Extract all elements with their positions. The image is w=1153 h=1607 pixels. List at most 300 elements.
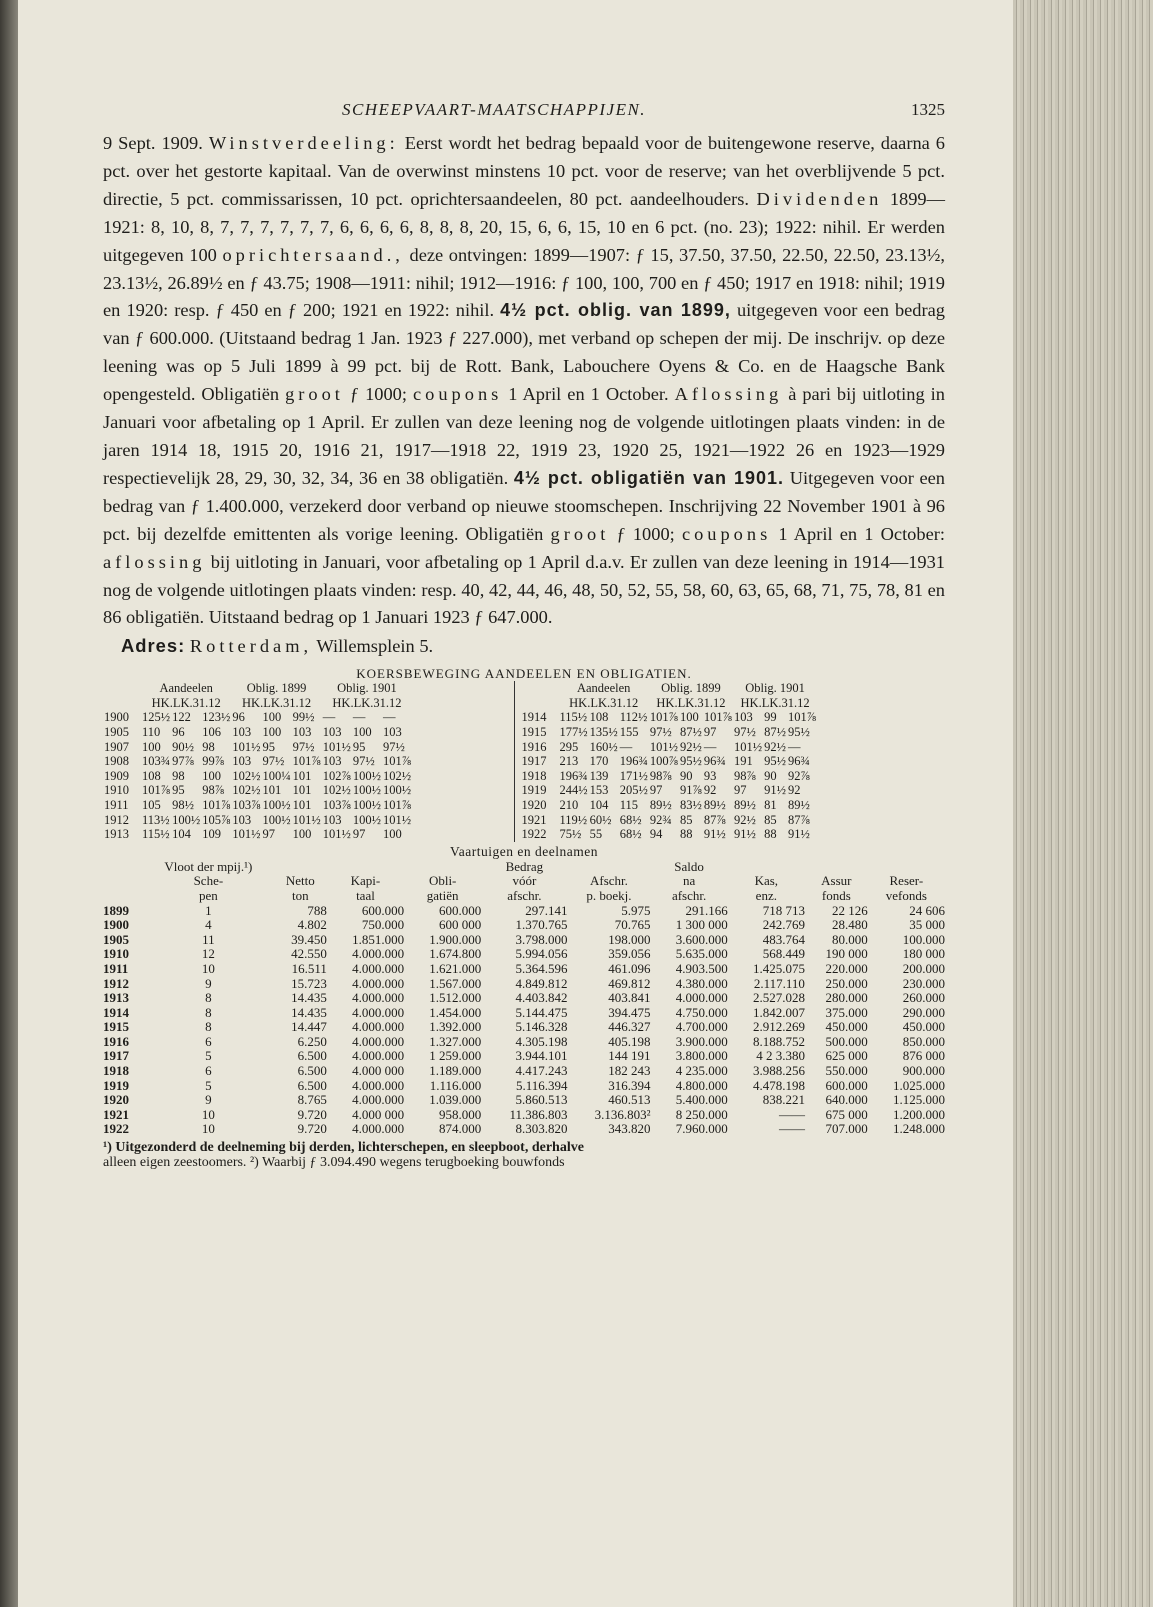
price-cell: 93 (703, 768, 717, 783)
running-title: SCHEEPVAART-MAATSCHAPPIJEN. (341, 100, 647, 119)
price-cell: 98½ (172, 797, 194, 812)
label-coupons-1901: coupons (681, 523, 772, 544)
price-cell: 108 (142, 768, 161, 783)
fleet-row (103, 1035, 945, 1050)
fleet-cell: 3.600.000 (675, 931, 728, 947)
fleet-cell: 1 259.000 (429, 1048, 482, 1064)
fleet-cell: 8.303.820 (515, 1121, 568, 1137)
fleet-cell: 14.435 (291, 1004, 327, 1020)
year-cell: 1910 (104, 783, 129, 798)
fleet-cell: 2.912.269 (752, 1019, 805, 1035)
subhead-hk-lk: HK.LK.31.12 (332, 695, 402, 710)
year-header (103, 860, 143, 875)
fleet-cell: 640.000 (825, 1092, 868, 1108)
price-cell: 135½ (589, 725, 618, 739)
price-cell: 101½ (292, 812, 321, 827)
price-cell: 90 (680, 768, 693, 783)
year-cell: 1900 (103, 917, 129, 933)
year-cell: 1915 (521, 725, 547, 739)
fleet-cell: 35 000 (909, 917, 945, 933)
fleet-row (103, 904, 945, 919)
fleet-cell: 4.403.842 (515, 990, 568, 1006)
price-table-left (103, 681, 515, 842)
group-oblig-1899: Oblig. 1899 (246, 681, 307, 696)
fleet-cell: 4.000.000 (352, 1048, 405, 1064)
year-cell: 1907 (104, 739, 129, 754)
fleet-cell: 42.550 (291, 946, 327, 962)
running-header (103, 100, 945, 126)
price-cell: 102⅞ (322, 768, 351, 783)
group-oblig-1901: Oblig. 1901 (337, 681, 397, 696)
fleet-cell: 4.849.812 (515, 975, 568, 991)
fleet-cell: 200.000 (902, 960, 945, 976)
price-cell: 97 (352, 827, 366, 842)
fleet-cell: 375.000 (825, 1004, 868, 1020)
fleet-cell: 460.513 (608, 1092, 651, 1108)
price-cell: 210 (559, 797, 579, 812)
fleet-cell: 4 (205, 917, 212, 933)
fleet-cell: 1.125.000 (893, 1092, 945, 1108)
price-cell: 101½ (232, 827, 261, 842)
price-cell: 108 (589, 710, 609, 725)
column-header (567, 860, 650, 875)
fleet-cell: 600.000 (439, 902, 482, 918)
price-cell: 103 (322, 754, 342, 769)
fleet-cell: 5.400.000 (675, 1092, 728, 1108)
fleet-cell: 4.305.198 (515, 1033, 568, 1049)
column-header: Bedrag (505, 858, 544, 874)
fleet-cell: 600.000 (825, 1077, 868, 1093)
price-row (521, 740, 818, 755)
column-header: Reser- (889, 873, 924, 889)
price-cell: 99 (764, 710, 777, 725)
price-cell: 101½ (322, 739, 351, 754)
price-cell: 119½ (559, 812, 588, 827)
price-cell: 68½ (619, 812, 642, 827)
fleet-cell: 316.394 (608, 1077, 651, 1093)
year-cell: 1917 (521, 754, 547, 769)
price-cell: 101⅞ (703, 710, 733, 725)
year-cell: 1911 (104, 797, 129, 812)
fleet-cell: 874.000 (439, 1121, 482, 1137)
price-cell: 103 (322, 725, 342, 739)
fleet-cell: 3.136.803² (594, 1106, 651, 1122)
price-cell: 98⅞ (649, 768, 672, 783)
fleet-cell: 1 300 000 (675, 917, 728, 933)
bond-1899-text: uitgegeven voor een bedrag van ƒ 600.000. (Uitstaand bedrag 1 Jan. 1923 ƒ 227.000), met verband op schepen der mij. De inschrijv. op deze leening was op 5 Juli 1899 à 99 pct. bij de Rott. Bank, Labouchere Oyens & Co. en de Haagsche Bank opengesteld. Obligatiën (103, 300, 945, 405)
price-cell: 213 (559, 754, 579, 769)
price-cell: 103 (232, 812, 252, 827)
fleet-cell: 9.720 (297, 1106, 327, 1122)
fleet-cell: 9.720 (297, 1121, 327, 1137)
fleet-cell: 718 713 (762, 902, 805, 918)
price-cell: 68½ (619, 827, 642, 842)
price-cell: 97⅞ (172, 754, 194, 769)
fleet-cell: 280.000 (825, 990, 868, 1006)
price-cell: 103¾ (142, 754, 171, 769)
price-cell: 103⅞ (322, 797, 351, 812)
column-header: vóór (512, 873, 537, 889)
column-header: na (682, 873, 696, 889)
group-oblig-1899: Oblig. 1899 (661, 681, 721, 696)
price-row (103, 725, 412, 740)
fleet-header-row (103, 860, 945, 875)
price-cell: 113½ (142, 812, 170, 827)
fleet-cell: 4.800.000 (675, 1077, 728, 1093)
year-cell: 1905 (104, 725, 129, 739)
price-cell: 100½ (352, 797, 381, 812)
price-cell: 105 (142, 797, 161, 812)
price-row (521, 754, 818, 769)
subhead-hk-lk: HK.LK.31.12 (656, 695, 726, 710)
price-cell: 102½ (232, 783, 261, 798)
price-cell: 90½ (172, 739, 194, 754)
fleet-cell: 290.000 (902, 1004, 945, 1020)
subhead-hk-lk: HK.LK.31.12 (242, 695, 312, 710)
fleet-cell: 405.198 (608, 1033, 651, 1049)
fleet-cell: 3.988.256 (752, 1063, 805, 1079)
fleet-row (103, 1108, 945, 1123)
price-cell: 115½ (559, 710, 588, 725)
price-cell: 91½ (734, 827, 756, 842)
price-cell: 96 (172, 725, 185, 739)
price-cell: 99⅞ (202, 754, 225, 769)
price-cell: 101⅞ (202, 797, 231, 812)
price-cell: 101⅞ (383, 797, 412, 812)
fleet-cell: 550.000 (825, 1063, 868, 1079)
fleet-cell: 469.812 (608, 975, 651, 991)
fleet-cell: 1.392.000 (429, 1019, 482, 1035)
price-cell: 90 (764, 768, 777, 783)
fleet-cell: 6.500 (297, 1077, 327, 1093)
fleet-row (103, 1093, 945, 1108)
price-cell: 81 (764, 797, 777, 812)
price-cell: 97 (649, 783, 663, 798)
fleet-cell: 8 250.000 (675, 1106, 728, 1122)
price-cell: 100½ (172, 812, 201, 827)
address-city: Rotterdam, (189, 636, 313, 657)
subhead-hk-lk: HK.LK.31.12 (151, 695, 221, 710)
year-cell: 1922 (103, 1121, 129, 1137)
price-cell: 101½ (649, 739, 679, 754)
year-cell: 1911 (103, 960, 129, 976)
fleet-cell: 5.975 (621, 902, 651, 918)
fleet-cell: 242.769 (762, 917, 805, 933)
price-cell: 100 (383, 827, 402, 842)
price-cell: 101 (292, 768, 312, 783)
fleet-cell: 600.000 (361, 902, 405, 918)
section-label-oprichtersaand: oprichtersaand., (222, 244, 404, 265)
year-cell: 1909 (104, 768, 129, 783)
price-cell: 97½ (352, 754, 375, 769)
fleet-cell: 5.144.475 (515, 1004, 568, 1020)
price-cell: 96¾ (703, 754, 726, 769)
price-cell: 60½ (589, 812, 612, 827)
statute-date: 9 Sept. 1909. (103, 133, 203, 153)
column-header (274, 860, 327, 875)
price-cell: 109 (202, 827, 221, 842)
price-cell: 101⅞ (649, 710, 679, 725)
fleet-cell: 1.900.000 (429, 931, 482, 947)
fleet-cell: 4.802 (297, 917, 327, 933)
fleet-cell: 3.800.000 (675, 1048, 728, 1064)
price-cell: 102½ (383, 768, 412, 783)
price-cell: — (703, 739, 717, 754)
fleet-cell: 180 000 (902, 946, 945, 962)
price-cell: 91½ (703, 827, 726, 842)
fleet-row (103, 962, 945, 977)
price-cell: 97 (703, 725, 717, 739)
price-row (103, 783, 412, 798)
year-cell: 1920 (521, 797, 547, 812)
address-street: Willemsplein 5. (316, 636, 434, 657)
column-header: p. boekj. (586, 887, 632, 903)
fleet-row (103, 977, 945, 992)
fleet-cell: 4.000.000 (352, 1019, 405, 1035)
page-stack-edge (1013, 0, 1153, 1607)
address-label: Adres: (121, 635, 186, 657)
price-cell: 295 (559, 739, 579, 754)
price-cell: 87⅞ (788, 812, 810, 827)
fleet-cell: 10 (201, 1106, 215, 1122)
fleet-cell: 1.327.000 (429, 1033, 482, 1049)
price-cell: 91½ (764, 783, 787, 798)
fleet-cell: 403.841 (608, 990, 651, 1006)
year-cell: 1915 (103, 1019, 129, 1035)
price-cell: 83½ (680, 797, 702, 812)
group-oblig-1901: Oblig. 1901 (745, 681, 805, 696)
price-cell: 139 (589, 768, 609, 783)
fleet-cell: 483.764 (762, 931, 805, 947)
year-cell: 1900 (104, 710, 129, 725)
column-header: ton (291, 887, 309, 903)
year-cell: 1913 (104, 827, 129, 842)
fleet-cell: 5.994.056 (515, 946, 568, 962)
fleet-cell: 4.000.000 (352, 990, 405, 1006)
fleet-cell: 230.000 (902, 975, 945, 991)
price-cell: 100½ (262, 797, 291, 812)
fleet-cell: 14.447 (291, 1019, 327, 1035)
price-cell: 87½ (764, 725, 787, 739)
heading-bond-1901: 4½ pct. obligatiën van 1901. (513, 467, 785, 488)
fleet-cell: 16.511 (291, 960, 327, 976)
price-cell: 171½ (619, 768, 648, 783)
fleet-cell: 4.478.198 (752, 1077, 805, 1093)
footnote-1: ¹) Uitgezonderd de deelneming bij derden, (103, 1140, 355, 1156)
fleet-table (103, 860, 945, 1137)
price-cell: 100 (142, 739, 161, 754)
price-row (521, 813, 818, 828)
fleet-cell: 4.417.243 (515, 1063, 568, 1079)
footnote-1-line (103, 1140, 945, 1155)
price-cell: 103 (232, 725, 252, 739)
fleet-cell: 4.000.000 (352, 975, 405, 991)
column-header: Vloot der mpij.¹) (164, 858, 253, 874)
price-cell: 101⅞ (142, 783, 171, 798)
price-cell: 177½ (559, 725, 588, 739)
fleet-cell: 6.250 (297, 1033, 327, 1049)
column-header (327, 860, 404, 875)
price-cell: 101⅞ (292, 754, 321, 769)
price-cell: 102½ (232, 768, 261, 783)
year-cell: 1921 (103, 1106, 129, 1122)
price-cell: 97 (734, 783, 747, 798)
denomination-1899: ƒ 1000; (349, 384, 407, 405)
price-cell: 89½ (788, 797, 810, 812)
price-cell: 122 (172, 710, 191, 725)
price-cell: 100½ (352, 783, 381, 798)
price-cell: 101⅞ (383, 754, 412, 769)
price-cell: 89½ (649, 797, 672, 812)
price-cell: 101 (262, 783, 282, 798)
fleet-row (103, 1064, 945, 1079)
heading-bond-1899: 4½ pct. oblig. van 1899, (500, 300, 731, 321)
fleet-row (103, 1122, 945, 1137)
fleet-row (103, 1006, 945, 1021)
fleet-cell: 297.141 (525, 902, 568, 918)
fleet-cell: 1.116.000 (429, 1077, 482, 1093)
fleet-cell: 198.000 (608, 931, 651, 947)
fleet-cell: 28.480 (831, 917, 868, 933)
year-cell: 1908 (104, 754, 129, 769)
price-cell: 103 (322, 812, 342, 827)
fleet-row (103, 947, 945, 962)
fleet-cell: 1.674.800 (429, 946, 482, 962)
column-header: Netto (285, 873, 315, 889)
price-cell: 105⅞ (202, 812, 231, 827)
price-cell: 101⅞ (788, 710, 817, 725)
column-header: afschr. (507, 887, 542, 903)
label-aflossing-1899: Aflossing (674, 384, 783, 405)
fleet-cell: 450.000 (902, 1019, 945, 1035)
year-cell: 1905 (103, 931, 129, 947)
fleet-cell: 4.000.000 (352, 1033, 405, 1049)
fleet-cell: 15.723 (291, 975, 327, 991)
dividend-history-text: 1899—1921: 8, 10, 8, 7, 7, 7, 7, 7, 7, 6, 6, 6, 6, 8, 8, 8, 20, 15, 6, 6, 15, 10 en 6 pct. (no. 23); 1922: nihil. Er werden uitgegeven 100 (103, 188, 945, 265)
fleet-cell: 4.000 000 (352, 1106, 405, 1122)
book-spine-edge (0, 0, 18, 1607)
label-coupons-1899: coupons (413, 384, 503, 405)
column-header (728, 860, 805, 875)
column-header: Kas, (754, 873, 779, 889)
year-cell: 1917 (103, 1048, 129, 1064)
fleet-cell: 3.900.000 (675, 1033, 728, 1049)
fleet-cell: 4.700.000 (675, 1019, 728, 1035)
price-cell: 101½ (322, 827, 351, 842)
column-header: vefonds (885, 887, 927, 903)
column-header: Kapi- (350, 873, 381, 889)
fleet-cell: 446.327 (608, 1019, 651, 1035)
price-cell: 100 (292, 827, 312, 842)
price-table-title: KOERSBEWEGING AANDEELEN EN OBLIGATIEN. (356, 666, 692, 682)
fleet-cell: 190 000 (825, 946, 868, 962)
fleet-cell: 4.000.000 (352, 1121, 405, 1137)
column-header: taal (356, 887, 375, 903)
column-header: pen (198, 887, 218, 903)
price-table (103, 681, 945, 842)
year-cell: 1914 (103, 1004, 129, 1020)
price-cell: 97½ (734, 725, 756, 739)
price-cell: 104 (172, 827, 191, 842)
fleet-cell: 4 235.000 (675, 1063, 728, 1079)
price-row (521, 769, 818, 784)
price-cell: 96¾ (788, 754, 810, 769)
year-header (103, 874, 143, 889)
price-cell: 92½ (734, 812, 756, 827)
fleet-cell: 39.450 (291, 931, 327, 947)
fleet-cell: 14.435 (291, 990, 327, 1006)
price-cell: 196¾ (559, 768, 588, 783)
price-cell: 101 (292, 783, 312, 798)
fleet-cell: —— (778, 1106, 805, 1122)
price-cell: 100 (680, 710, 699, 725)
fleet-cell: 5.364.596 (515, 960, 568, 976)
price-cell: 101½ (232, 739, 261, 754)
redemption-1899-text: à pari bij uitloting in Januari voor afbetaling op 1 April. Er zullen van deze leening nog de volgende uitlotingen plaats vinden: in de jaren 1914 18, 1915 20, 1916 21, 1917—1918 22, 1919 23, 1920 25, 1921—1922 26 en 1923—1929 respectievelijk 28, 29, 30, 32, 34, 36 en 38 obligatiën. (103, 384, 945, 488)
price-cell: 95½ (680, 754, 702, 769)
price-cell: 103 (292, 725, 312, 739)
column-header: Obli- (428, 873, 457, 889)
price-cell: 94 (649, 827, 663, 842)
price-cell: 89½ (734, 797, 756, 812)
price-cell: 101½ (734, 739, 763, 754)
price-cell: 97½ (383, 739, 405, 754)
price-cell: 102½ (322, 783, 351, 798)
founder-shares-text: deze ontvingen: 1899—1907: ƒ 15, 37.50, 37.50, 22.50, 22.50, 23.13½, 23.13½, 26.89½ en ƒ 43.75; 1908—1911: nihil; 1912—1916: ƒ 100, 100, 700 en ƒ 450; 1917 en 1918: nihil; 1919 en 1920: resp. ƒ 450 en ƒ 200; 1921 en 1922: nihil. (103, 244, 945, 321)
year-cell: 1913 (103, 990, 129, 1006)
fleet-cell: 8 (205, 990, 212, 1006)
price-cell: 155 (619, 725, 639, 739)
price-cell: — (619, 739, 633, 754)
fleet-cell: 1.512.000 (429, 990, 482, 1006)
fleet-row (103, 1079, 945, 1094)
fleet-cell: 4.000.000 (352, 1077, 405, 1093)
price-cell: 75½ (559, 827, 582, 842)
year-cell: 1916 (103, 1033, 129, 1049)
price-cell: 91⅞ (680, 783, 702, 798)
price-cell: 98⅞ (202, 783, 225, 798)
fleet-cell: 600 000 (439, 917, 482, 933)
fleet-cell: 2.117.110 (753, 975, 805, 991)
fleet-cell: 394.475 (608, 1004, 651, 1020)
price-cell: 125½ (142, 710, 171, 725)
fleet-cell: 22 126 (831, 902, 868, 918)
price-cell: 87⅞ (703, 812, 726, 827)
column-header (404, 860, 481, 875)
group-aandeelen: Aandeelen (159, 681, 213, 696)
fleet-cell: 260.000 (902, 990, 945, 1006)
year-cell: 1912 (103, 975, 129, 991)
price-cell: 106 (202, 725, 221, 739)
fleet-cell: 2.527.028 (752, 990, 805, 1006)
label-groot-1899: groot (285, 384, 344, 405)
price-cell: 101 (292, 797, 312, 812)
price-cell: 89½ (703, 797, 726, 812)
year-cell: 1922 (521, 827, 547, 842)
price-cell: 99½ (292, 710, 315, 725)
fleet-cell: 788 (307, 902, 327, 918)
fleet-cell: 291.166 (685, 902, 728, 918)
fleet-cell: 6 (205, 1063, 212, 1079)
price-cell: 95 (172, 783, 185, 798)
price-cell: 103⅞ (232, 797, 261, 812)
year-header (103, 889, 143, 904)
fleet-cell: 1.621.000 (429, 960, 482, 976)
year-cell: 1914 (521, 710, 547, 725)
price-cell: 92¾ (649, 812, 672, 827)
price-cell: 100 (202, 768, 221, 783)
price-cell: 92 (788, 783, 801, 798)
